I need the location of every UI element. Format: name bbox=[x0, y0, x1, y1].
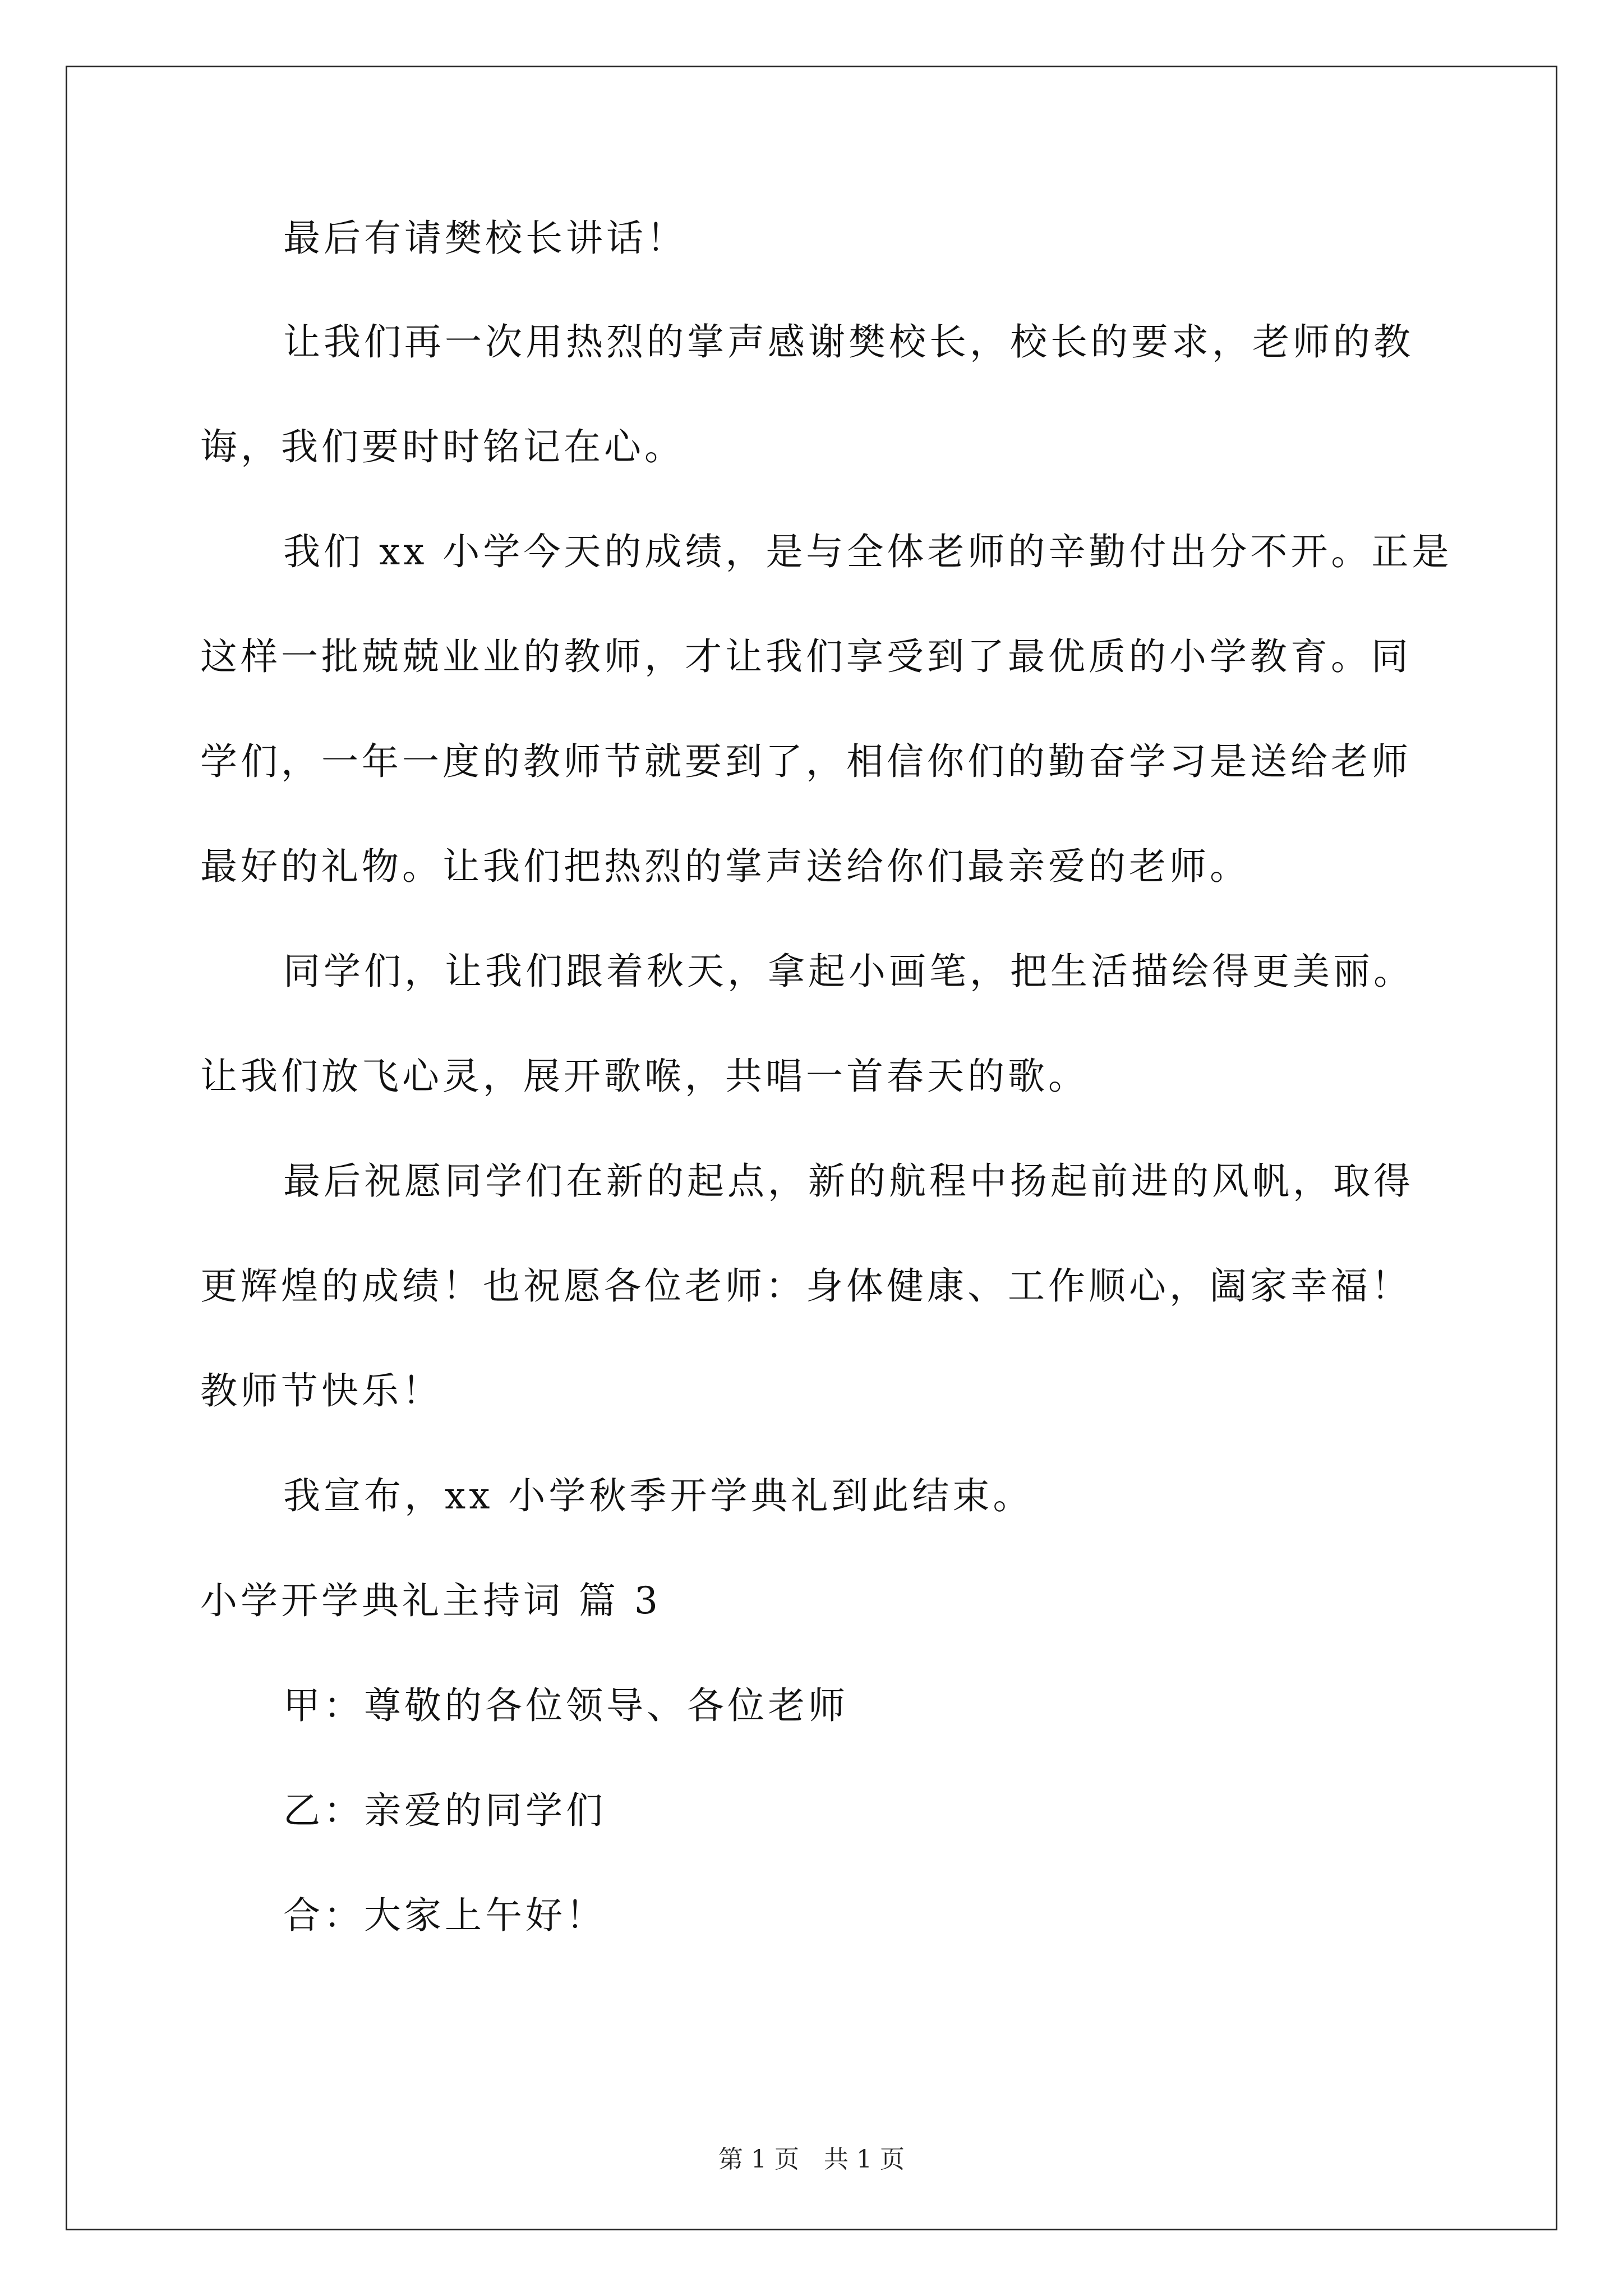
paragraph-line: 让我们放飞心灵，展开歌喉，共唱一首春天的歌。 bbox=[200, 1055, 1089, 1098]
paragraph-line: 我们 xx 小学今天的成绩，是与全体老师的辛勤付出分不开。正是 bbox=[283, 530, 1453, 573]
paragraph-line: 这样一批兢兢业业的教师，才让我们享受到了最优质的小学教育。同 bbox=[200, 635, 1412, 678]
paragraph-line: 甲：尊敬的各位领导、各位老师 bbox=[283, 1684, 849, 1727]
paragraph-line: 诲，我们要时时铭记在心。 bbox=[200, 425, 685, 468]
paragraph-line: 教师节快乐！ bbox=[200, 1369, 442, 1412]
paragraph-line: 让我们再一次用热烈的掌声感谢樊校长，校长的要求，老师的教 bbox=[283, 320, 1414, 364]
paragraph-line: 最好的礼物。让我们把热烈的掌声送给你们最亲爱的老师。 bbox=[200, 845, 1250, 888]
paragraph-line: 乙：亲爱的同学们 bbox=[283, 1789, 606, 1832]
paragraph-line: 同学们，让我们跟着秋天，拿起小画笔，把生活描绘得更美丽。 bbox=[283, 950, 1414, 993]
paragraph-line: 最后有请樊校长讲话！ bbox=[283, 217, 687, 260]
section-heading: 小学开学典礼主持词 篇 3 bbox=[200, 1579, 661, 1622]
paragraph-line: 我宣布，xx 小学秋季开学典礼到此结束。 bbox=[283, 1474, 1034, 1517]
paragraph-line: 最后祝愿同学们在新的起点，新的航程中扬起前进的风帆，取得 bbox=[283, 1159, 1414, 1203]
paragraph-line: 合：大家上午好！ bbox=[283, 1894, 606, 1937]
paragraph-line: 学们，一年一度的教师节就要到了，相信你们的勤奋学习是送给老师 bbox=[200, 740, 1412, 783]
paragraph-line: 更辉煌的成绩！也祝愿各位老师：身体健康、工作顺心，阖家幸福！ bbox=[200, 1264, 1412, 1308]
page-number-footer: 第 1 页 共 1 页 bbox=[718, 2145, 905, 2174]
